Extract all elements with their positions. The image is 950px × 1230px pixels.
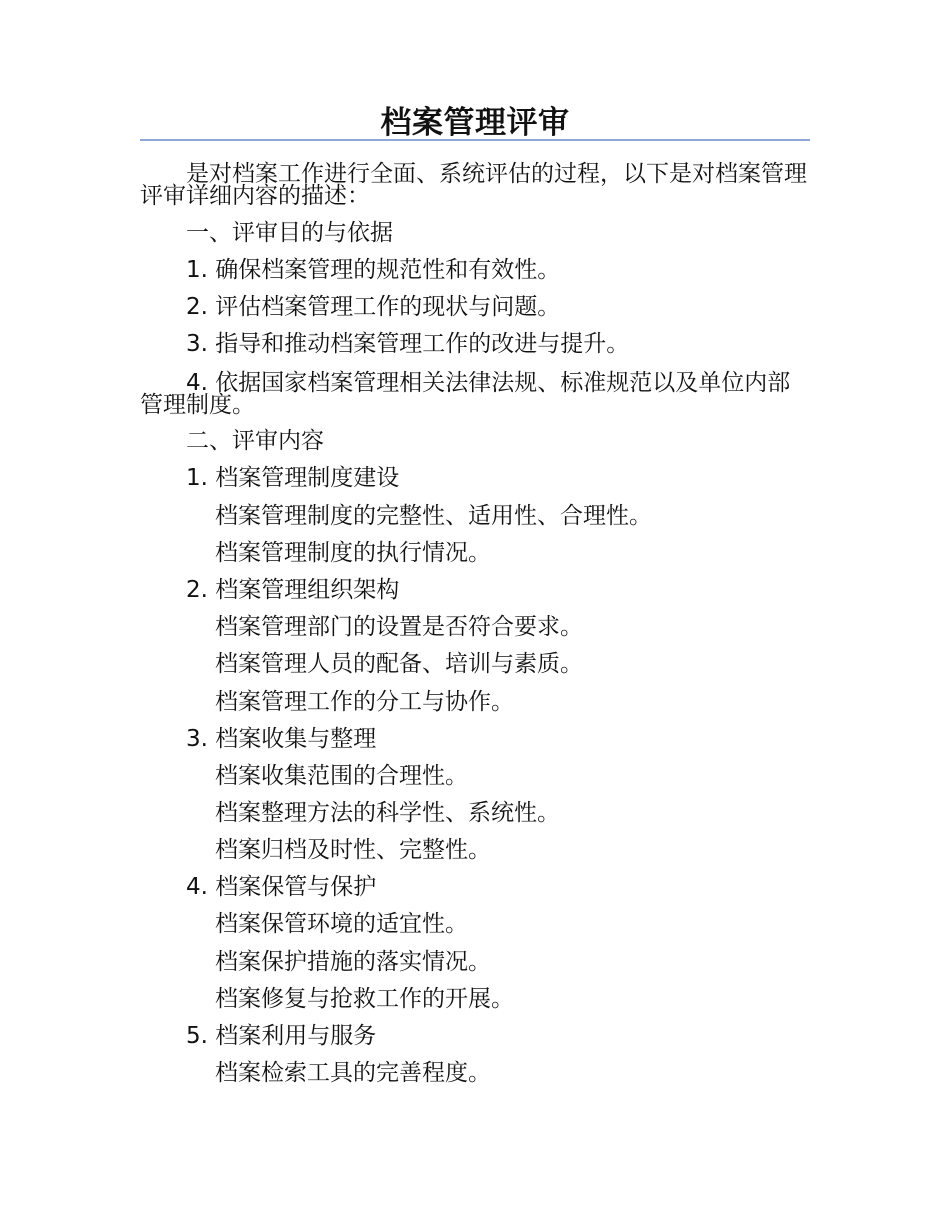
content-group-title: 5. 档案利用与服务 xyxy=(186,1023,377,1049)
content-point: 档案修复与抢救工作的开展。 xyxy=(215,986,514,1012)
content-point: 档案保护措施的落实情况。 xyxy=(215,949,491,975)
title-underline xyxy=(140,139,810,141)
content-group-title: 4. 档案保管与保护 xyxy=(186,874,377,900)
content-point: 档案收集范围的合理性。 xyxy=(215,763,468,789)
content-point: 档案检索工具的完善程度。 xyxy=(215,1060,491,1086)
purpose-item: 3. 指导和推动档案管理工作的改进与提升。 xyxy=(186,331,630,357)
purpose-item: 4. 依据国家档案管理相关法律法规、标准规范以及单位内部管理制度。 xyxy=(140,370,791,418)
document-page xyxy=(140,0,810,1230)
purpose-item: 1. 确保档案管理的规范性和有效性。 xyxy=(186,257,561,283)
content-point: 档案管理人员的配备、培训与素质。 xyxy=(215,651,583,677)
intro-paragraph: 是对档案工作进行全面、系统评估的过程，以下是对档案管理评审详细内容的描述： xyxy=(140,161,807,209)
content-point: 档案保管环境的适宜性。 xyxy=(215,911,468,937)
purpose-item: 2. 评估档案管理工作的现状与问题。 xyxy=(186,294,561,320)
content-group-title: 2. 档案管理组织架构 xyxy=(186,577,400,603)
content-point: 档案整理方法的科学性、系统性。 xyxy=(215,800,560,826)
content-point: 档案管理制度的完整性、适用性、合理性。 xyxy=(215,503,652,529)
content-point: 档案管理部门的设置是否符合要求。 xyxy=(215,614,583,640)
content-point: 档案归档及时性、完整性。 xyxy=(215,837,491,863)
content-point: 档案管理制度的执行情况。 xyxy=(215,540,491,566)
section-heading-content: 二、评审内容 xyxy=(186,428,324,454)
content-group-title: 1. 档案管理制度建设 xyxy=(186,465,400,491)
section-heading-purpose: 一、评审目的与依据 xyxy=(186,220,393,246)
content-group-title: 3. 档案收集与整理 xyxy=(186,726,377,752)
document-title: 档案管理评审 xyxy=(380,105,570,141)
content-point: 档案管理工作的分工与协作。 xyxy=(215,689,514,715)
